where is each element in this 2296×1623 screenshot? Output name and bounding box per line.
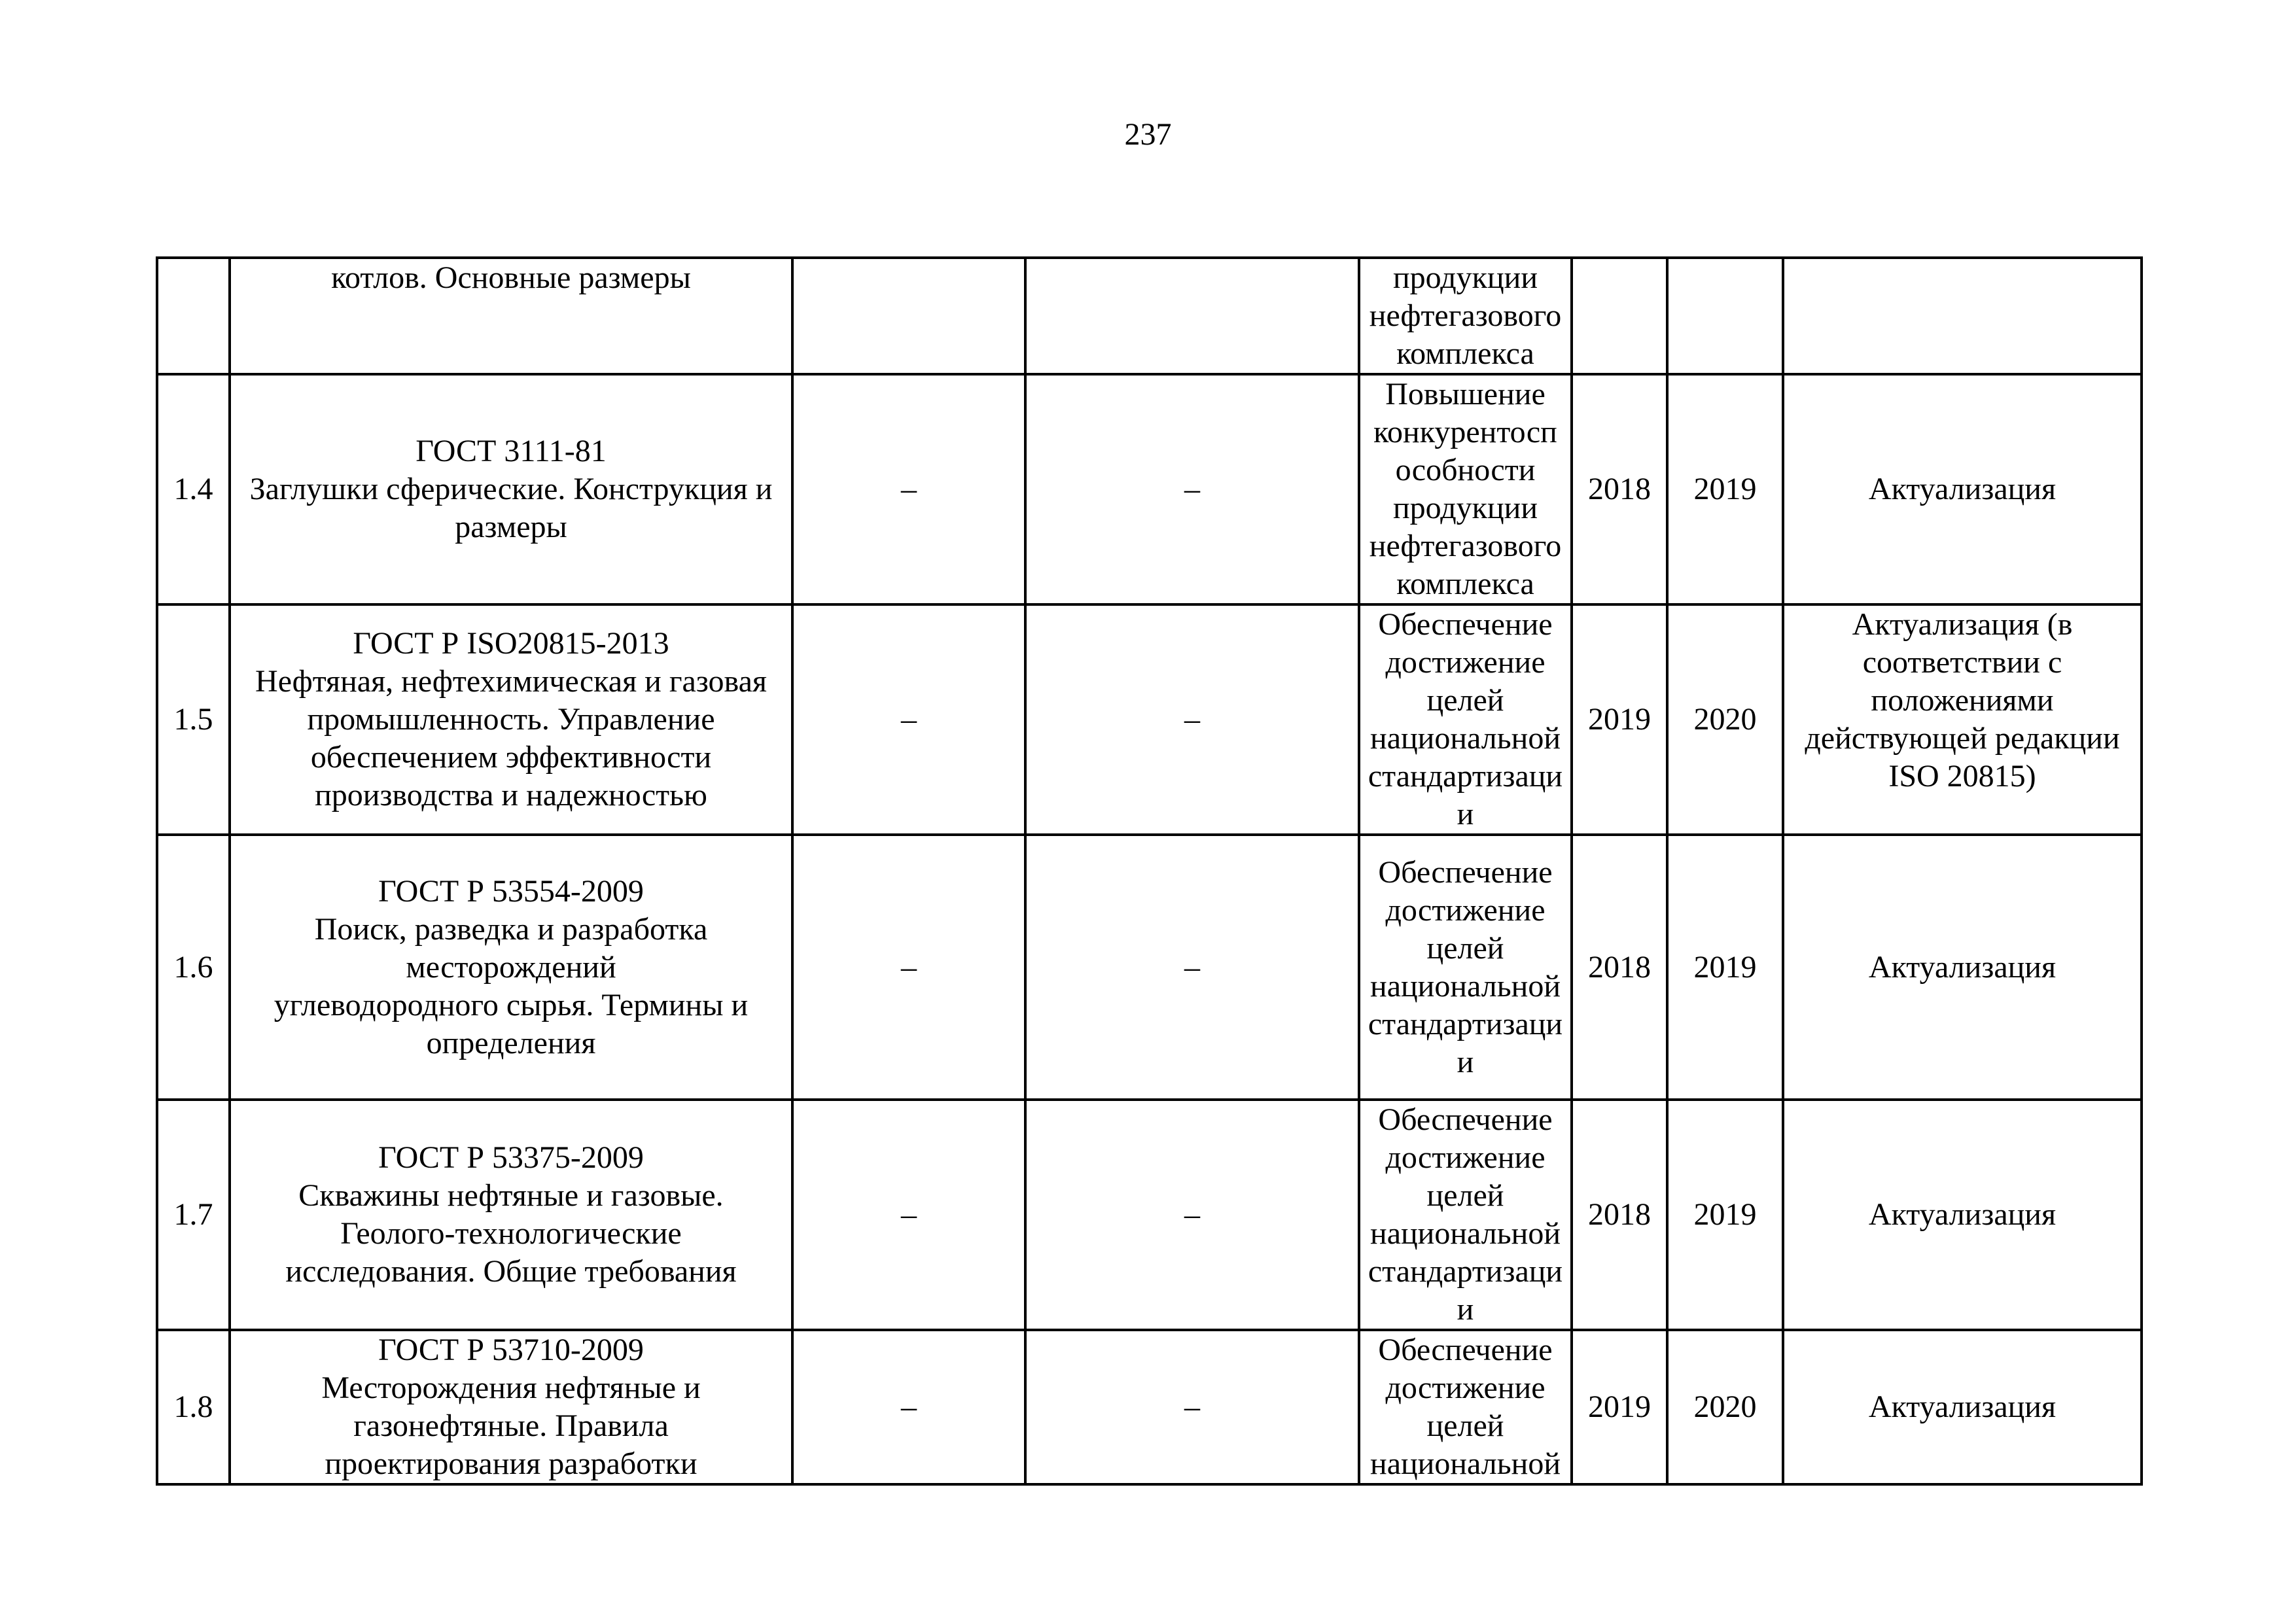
dash-cell: – — [792, 604, 1025, 835]
action-line: Актуализация — [1868, 949, 2057, 985]
action-line: ISO 20815) — [1888, 759, 2036, 794]
row-number: 1.6 — [157, 835, 230, 1100]
goal-line: продукции — [1392, 491, 1538, 525]
row-number: 1.4 — [157, 374, 230, 604]
goal-line: целей — [1426, 683, 1504, 718]
start-year: 2019 — [1572, 1330, 1667, 1484]
standard-title-line: котлов. Основные размеры — [331, 260, 691, 295]
goal-line: нефтегазового — [1369, 529, 1562, 563]
dash-cell: – — [1025, 374, 1359, 604]
standard-title-line: Заглушки сферические. Конструкция и — [249, 472, 773, 506]
standard-title-line: газонефтяные. Правила — [353, 1408, 669, 1443]
goal-line: конкурентосп — [1373, 415, 1557, 449]
standard-code: ГОСТ 3111-81 — [415, 434, 607, 468]
action-line: Актуализация — [1868, 1197, 2057, 1232]
goal-line: Обеспечение — [1378, 854, 1553, 890]
goal-line: стандартизаци — [1368, 1254, 1563, 1289]
standard-cell — [230, 374, 792, 604]
goal-cell — [1359, 835, 1572, 1100]
standard-title-line: Месторождения нефтяные и — [321, 1370, 701, 1405]
dash-cell: – — [792, 1100, 1025, 1330]
goal-cell — [1359, 604, 1572, 835]
start-year: 2018 — [1572, 835, 1667, 1100]
end-year: 2020 — [1667, 1330, 1783, 1484]
standard-cell — [230, 1100, 792, 1330]
standard-title-line: промышленность. Управление — [307, 702, 715, 737]
goal-line: целей — [1426, 1408, 1504, 1443]
start-year: 2019 — [1572, 604, 1667, 835]
table-row — [157, 604, 2142, 835]
empty-cell — [792, 258, 1025, 374]
standard-code: ГОСТ Р 53554-2009 — [378, 873, 644, 909]
dash-cell: – — [1025, 1100, 1359, 1330]
standard-title-line: производства и надежностью — [315, 778, 707, 812]
standard-cell — [230, 604, 792, 835]
standard-title-line: Поиск, разведка и разработка — [314, 911, 708, 947]
action-cell — [1783, 835, 2142, 1100]
goal-cell — [1359, 374, 1572, 604]
goal-line: комплекса — [1396, 567, 1534, 601]
goal-line: Обеспечение — [1378, 1333, 1553, 1367]
goal-line: целей — [1426, 930, 1504, 966]
goal-line: национальной — [1370, 1216, 1561, 1251]
standard-title-line: углеводородного сырья. Термины и — [274, 987, 749, 1022]
goal-line: национальной — [1370, 721, 1561, 756]
action-line: Актуализация (в — [1852, 607, 2073, 642]
goal-line: и — [1457, 1044, 1474, 1079]
goal-line: достижение — [1385, 892, 1545, 928]
standard-title-line: Нефтяная, нефтехимическая и газовая — [255, 664, 767, 699]
standard-title-line: Скважины нефтяные и газовые. — [298, 1178, 724, 1213]
row-number: 1.8 — [157, 1330, 230, 1484]
goal-cell — [1359, 1100, 1572, 1330]
action-line: соответствии с — [1862, 645, 2062, 680]
standards-table — [156, 256, 2143, 1486]
dash-cell: – — [1025, 835, 1359, 1100]
goal-line: Повышение — [1385, 377, 1545, 411]
goal-cell — [1359, 1330, 1572, 1484]
standard-title-line: Геолого-технологические — [340, 1216, 682, 1251]
action-line: положениями — [1871, 683, 2054, 718]
standard-code: ГОСТ Р ISO20815-2013 — [353, 626, 669, 661]
dash-cell: – — [792, 1330, 1025, 1484]
page-number: 237 — [1124, 117, 1172, 152]
end-year: 2019 — [1667, 835, 1783, 1100]
start-year: 2018 — [1572, 1100, 1667, 1330]
goal-line: национальной — [1370, 1446, 1561, 1481]
goal-line: Обеспечение — [1378, 1102, 1553, 1137]
row-number: 1.5 — [157, 604, 230, 835]
standard-title-line: исследования. Общие требования — [285, 1254, 737, 1289]
end-year — [1667, 258, 1783, 374]
start-year: 2018 — [1572, 374, 1667, 604]
dash-cell: – — [1025, 1330, 1359, 1484]
standard-cell — [230, 835, 792, 1100]
table-row — [157, 258, 2142, 374]
empty-cell — [1025, 258, 1359, 374]
goal-line: Обеспечение — [1378, 607, 1553, 642]
goal-line: целей — [1426, 1178, 1504, 1213]
row-number: 1.7 — [157, 1100, 230, 1330]
action-line: Актуализация — [1868, 1389, 2057, 1424]
goal-line: и — [1457, 797, 1474, 831]
dash-cell: – — [792, 835, 1025, 1100]
standard-code: ГОСТ Р 53375-2009 — [378, 1140, 644, 1175]
standard-title-line: месторождений — [406, 949, 616, 985]
goal-line: и — [1457, 1292, 1474, 1327]
table-row — [157, 835, 2142, 1100]
goal-line: нефтегазового — [1369, 298, 1562, 333]
standard-title-line: проектирования разработки — [325, 1446, 698, 1481]
goal-line: продукции — [1392, 260, 1538, 295]
dash-cell: – — [792, 374, 1025, 604]
table-row — [157, 1330, 2142, 1484]
end-year: 2020 — [1667, 604, 1783, 835]
goal-line: национальной — [1370, 968, 1561, 1003]
goal-line: достижение — [1385, 1370, 1545, 1405]
goal-line: стандартизаци — [1368, 759, 1563, 794]
goal-line: достижение — [1385, 645, 1545, 680]
action-cell — [1783, 374, 2142, 604]
table-row — [157, 1100, 2142, 1330]
action-cell — [1783, 604, 2142, 835]
action-line: Актуализация — [1868, 472, 2057, 506]
goal-cell — [1359, 258, 1572, 374]
action-cell — [1783, 1100, 2142, 1330]
action-cell — [1783, 1330, 2142, 1484]
goal-line: достижение — [1385, 1140, 1545, 1175]
goal-line: комплекса — [1396, 336, 1534, 371]
standard-cell — [230, 258, 792, 374]
standard-cell — [230, 1330, 792, 1484]
end-year: 2019 — [1667, 374, 1783, 604]
start-year — [1572, 258, 1667, 374]
row-number — [157, 258, 230, 374]
dash-cell: – — [1025, 604, 1359, 835]
standard-code: ГОСТ Р 53710-2009 — [378, 1333, 644, 1367]
action-cell — [1783, 258, 2142, 374]
standard-title-line: обеспечением эффективности — [310, 740, 712, 775]
standard-title-line: определения — [426, 1025, 596, 1060]
goal-line: стандартизаци — [1368, 1006, 1563, 1041]
standard-title-line: размеры — [455, 510, 567, 544]
end-year: 2019 — [1667, 1100, 1783, 1330]
goal-line: особности — [1395, 453, 1536, 487]
action-line: действующей редакции — [1805, 721, 2120, 756]
table-row — [157, 374, 2142, 604]
